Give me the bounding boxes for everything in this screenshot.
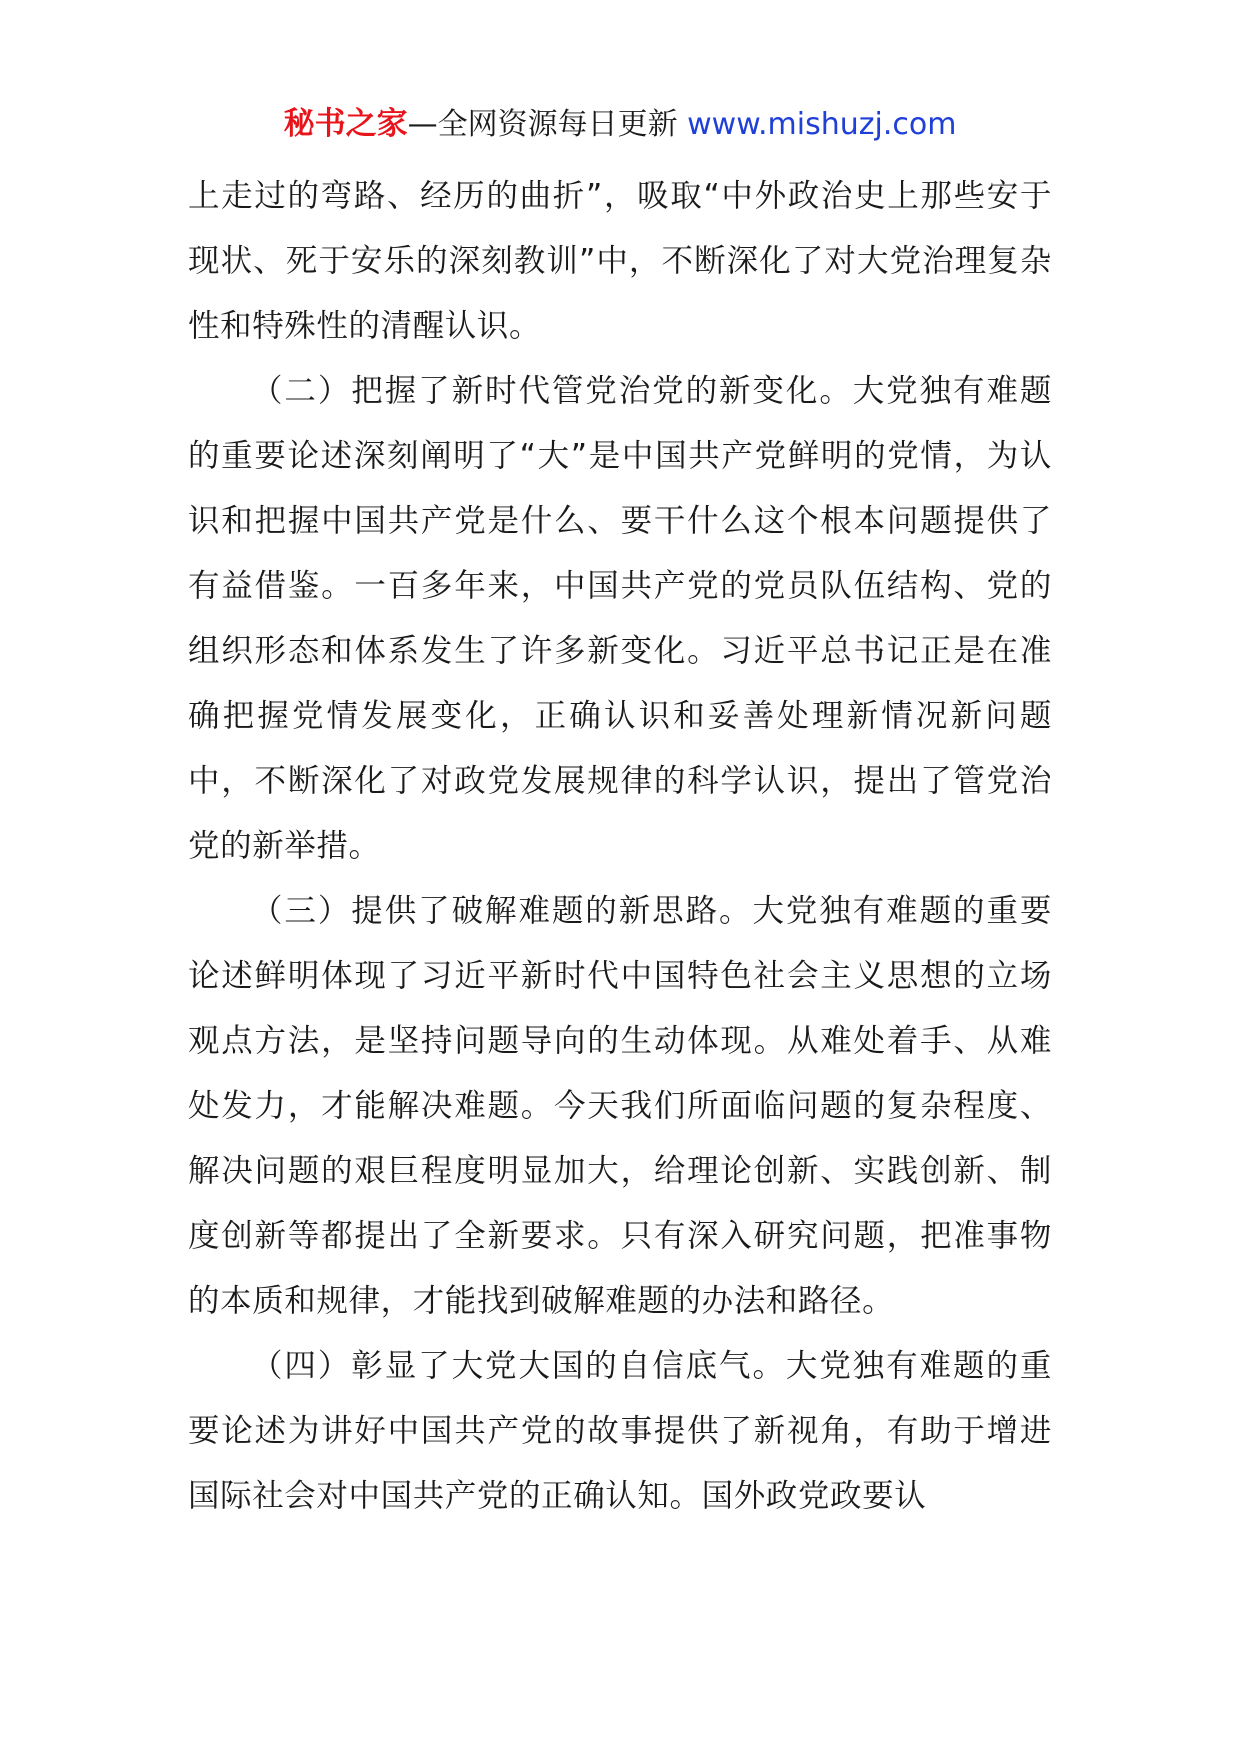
document-body — [188, 164, 1052, 1529]
site-url-link[interactable]: www.mishuzj.com — [687, 107, 957, 142]
paragraph-section-2: （二）把握了新时代管党治党的新变化。大党独有难题的重要论述深刻阐明了“大”是中国共产党鲜明的党情，为认识和把握中国共产党是什么、要干什么这个根本问题提供了有益借鉴。一百多年来，中国共产党的党员队伍结构、党的组织形态和体系发生了许多新变化。习近平总书记正是在准确把握党情发展变化，正确认识和妥善处理新情况新问题中，不断深化了对政党发展规律的科学认识，提出了管党治党的新举措。 — [188, 373, 1052, 864]
header-tagline: —全网资源每日更新 — [407, 107, 678, 142]
site-header — [0, 100, 1240, 149]
paragraph-section-3: （三）提供了破解难题的新思路。大党独有难题的重要论述鲜明体现了习近平新时代中国特色社会主义思想的立场观点方法，是坚持问题导向的生动体现。从难处着手、从难处发力，才能解决难题。今天我们所面临问题的复杂程度、解决问题的艰巨程度明显加大，给理论创新、实践创新、制度创新等都提出了全新要求。只有深入研究问题，把准事物的本质和规律，才能找到破解难题的办法和路径。 — [188, 893, 1052, 1319]
paragraph-continuation: 上走过的弯路、经历的曲折”，吸取“中外政治史上那些安于现状、死于安乐的深刻教训”中，不断深化了对大党治理复杂性和特殊性的清醒认识。 — [188, 178, 1052, 344]
paragraph-section-4: （四）彰显了大党大国的自信底气。大党独有难题的重要论述为讲好中国共产党的故事提供了新视角，有助于增进国际社会对中国共产党的正确认知。国外政党政要认 — [188, 1348, 1052, 1514]
brand-name: 秘书之家 — [283, 106, 408, 142]
